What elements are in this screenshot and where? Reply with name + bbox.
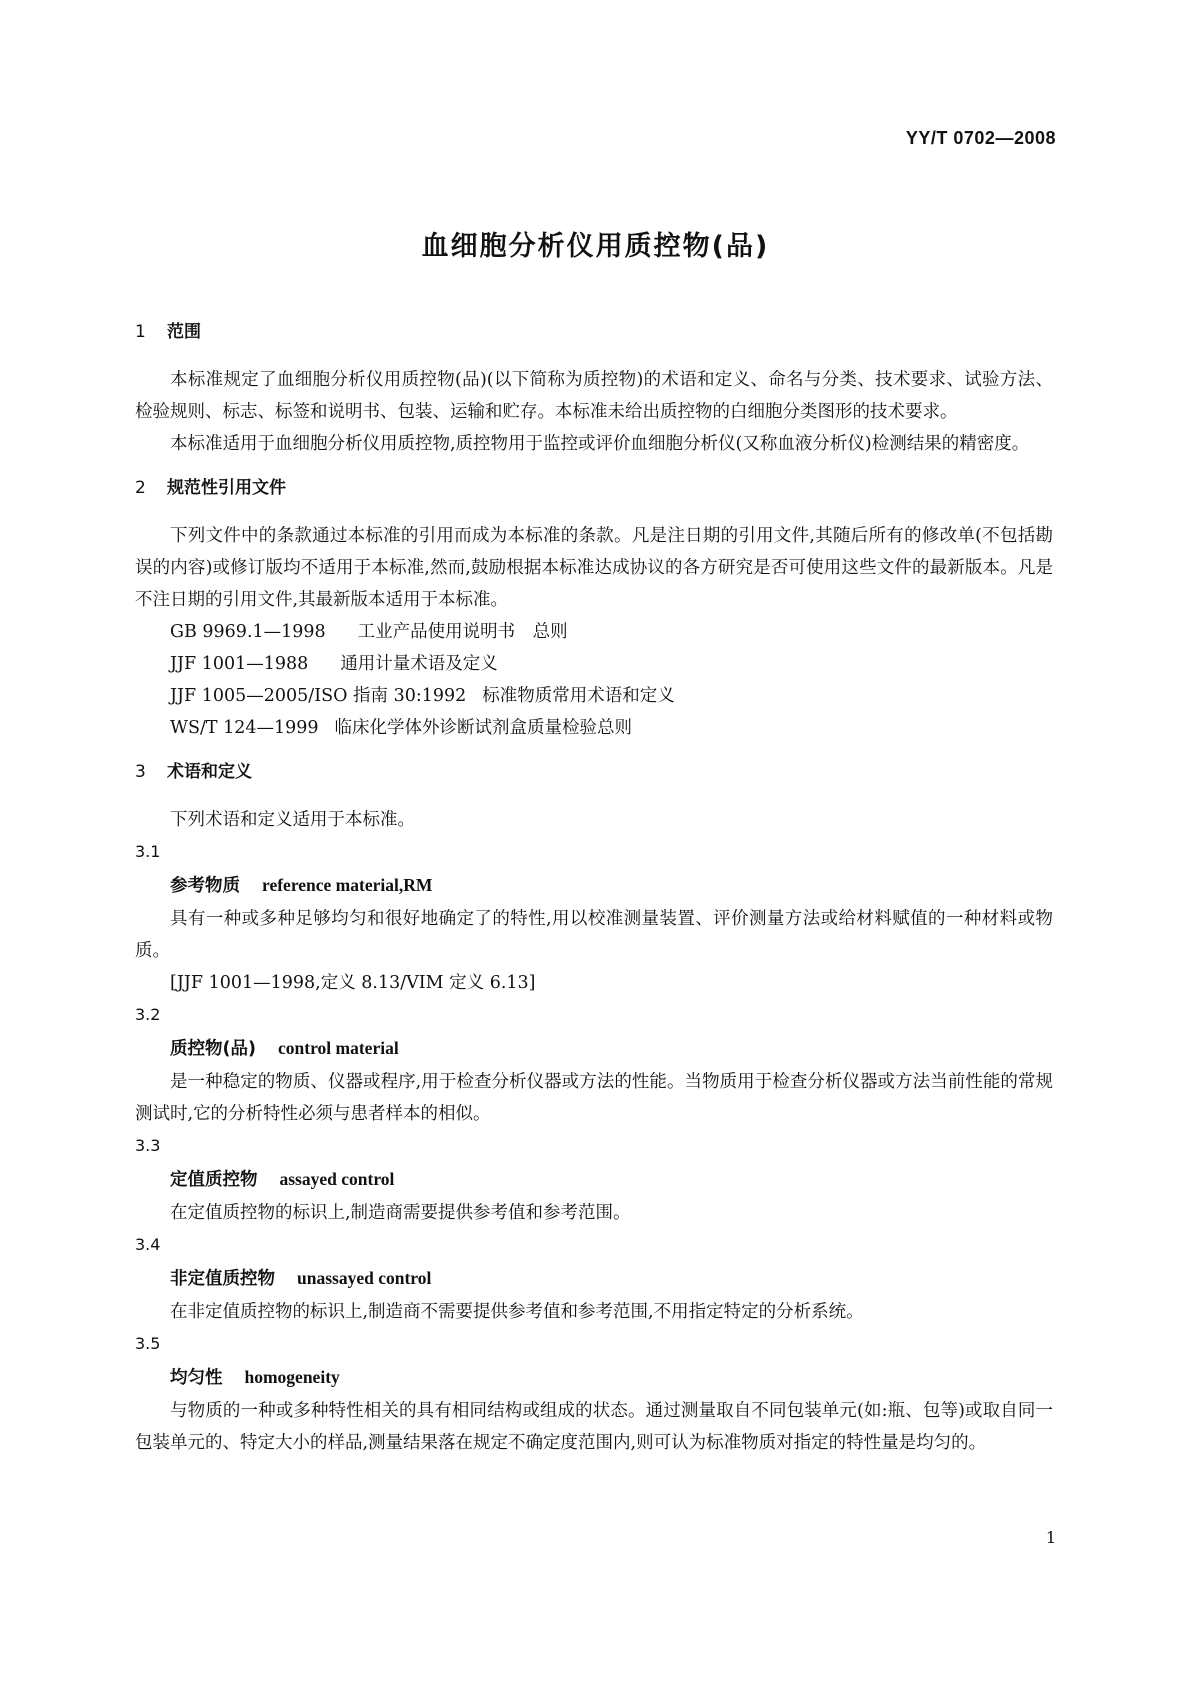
term-definition: 具有一种或多种足够均匀和很好地确定了的特性,用以校准测量装置、评价测量方法或给材料赋值的一种材料或物质。 [135,909,1053,961]
section-title: 术语和定义 [167,762,252,782]
reference-name: 工业产品使用说明书 总则 [357,622,568,642]
paragraph: 下列文件中的条款通过本标准的引用而成为本标准的条款。凡是注日期的引用文件,其随后所有的修改单(不包括勘误的内容)或修订版均不适用于本标准,然而,鼓励根据本标准达成协议的各方研究是否可使用这些文件的最新版本。凡是不注日期的引用文件,其最新版本适用于本标准。 [135,526,1053,610]
section-heading-normative-references [135,474,1053,502]
term-chinese: 质控物(品) [170,1039,256,1059]
term-chinese: 参考物质 [170,876,240,896]
reference-code: WS/T 124—1999 [170,718,319,738]
term-definition: 与物质的一种或多种特性相关的具有相同结构或组成的状态。通过测量取自不同包装单元(如:瓶、包等)或取自同一包装单元的、特定大小的样品,测量结果落在规定不确定度范围内,则可认为标准物质对指定的特性量是均匀的。 [135,1401,1053,1453]
section-title: 范围 [167,322,201,342]
reference-code: GB 9969.1—1998 [170,622,326,642]
reference-item [135,712,1053,744]
term-chinese: 定值质控物 [170,1170,258,1190]
reference-item [135,648,1053,680]
term-english: assayed control [279,1169,395,1189]
reference-item [135,616,1053,648]
reference-code: JJF 1005—2005/ISO 指南 30:1992 [170,686,467,706]
reference-name: 临床化学体外诊断试剂盒质量检验总则 [334,718,633,738]
reference-name: 通用计量术语及定义 [340,654,498,674]
document-body [135,318,1053,1459]
reference-name: 标准物质常用术语和定义 [482,686,675,706]
term-heading [135,868,1053,903]
term-definition: 在非定值质控物的标识上,制造商不需要提供参考值和参考范围,不用指定特定的分析系统。 [170,1302,864,1322]
document-title: 血细胞分析仪用质控物(品) [421,231,770,262]
term-heading [135,1360,1053,1395]
term-english: control material [278,1038,399,1058]
term-chinese: 非定值质控物 [170,1269,275,1289]
term-heading [135,1162,1053,1197]
clause-number: 3.1 [135,842,161,861]
paragraph: 本标准适用于血细胞分析仪用质控物,质控物用于监控或评价血细胞分析仪(又称血液分析仪)检测结果的精密度。 [170,434,1030,454]
term-heading [135,1031,1053,1066]
clause-number: 3.5 [135,1334,161,1353]
term-definition: 在定值质控物的标识上,制造商需要提供参考值和参考范围。 [170,1203,631,1223]
term-english: homogeneity [244,1367,340,1387]
paragraph: 本标准规定了血细胞分析仪用质控物(品)(以下简称为质控物)的术语和定义、命名与分类、技术要求、试验方法、检验规则、标志、标签和说明书、包装、运输和贮存。本标准未给出质控物的白细胞分类图形的技术要求。 [135,370,1053,422]
reference-item [135,680,1053,712]
term-english: unassayed control [297,1268,432,1288]
term-heading [135,1261,1053,1296]
reference-code: JJF 1001—1988 [170,654,309,674]
paragraph: 下列术语和定义适用于本标准。 [170,810,415,830]
standard-code: YY/T 0702—2008 [905,128,1056,148]
section-heading-terms-and-definitions [135,758,1053,786]
clause-number: 3.2 [135,1005,161,1024]
term-source-note: [JJF 1001—1998,定义 8.13/VIM 定义 6.13] [170,973,536,993]
term-definition: 是一种稳定的物质、仪器或程序,用于检查分析仪器或方法的性能。当物质用于检查分析仪器或方法当前性能的常规测试时,它的分析特性必须与患者样本的相似。 [135,1072,1053,1124]
clause-number: 3.3 [135,1136,161,1155]
page-number: 1 [1045,1528,1056,1547]
term-chinese: 均匀性 [170,1368,223,1388]
section-heading-scope [135,318,1053,346]
term-english: reference material,RM [262,875,433,895]
section-number: 1 [135,322,146,342]
section-title: 规范性引用文件 [167,478,286,498]
clause-number: 3.4 [135,1235,161,1254]
section-number: 2 [135,478,146,498]
section-number: 3 [135,762,146,782]
